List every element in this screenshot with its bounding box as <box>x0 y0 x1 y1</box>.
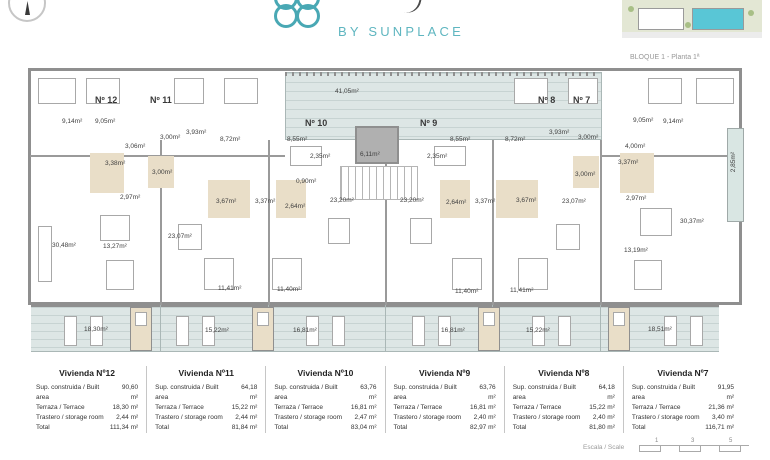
row-value: 63,76 m² <box>360 384 377 401</box>
furniture-bed <box>106 260 134 290</box>
unit-table-title: Vivienda Nº8 <box>538 368 590 378</box>
area-label: 4,00m² <box>625 143 646 150</box>
area-label: 2,35m² <box>427 153 448 160</box>
row-value: 91,95 m² <box>717 384 735 401</box>
row-value: 2,40 m² <box>592 414 615 421</box>
area-label: 8,72m² <box>220 136 241 143</box>
area-label: 2,35m² <box>310 153 331 160</box>
row-label: Total <box>155 424 169 431</box>
area-label: 3,37m² <box>618 159 639 166</box>
wall <box>492 140 494 305</box>
scale-tick: 1 <box>655 438 659 444</box>
furniture-sofa <box>38 226 52 282</box>
siteplan-road <box>622 32 762 38</box>
area-label: 8,55m² <box>287 136 308 143</box>
area-label: 3,00m² <box>152 169 173 176</box>
row-label: Trastero / storage room <box>155 414 223 421</box>
furniture-bed <box>648 78 682 104</box>
row-label: Sup. construida / Built area <box>393 384 457 401</box>
unit-number-label: Nº 12 <box>95 95 118 105</box>
area-label: 3,00m² <box>578 134 599 141</box>
row-label: Terraza / Terrace <box>393 404 443 411</box>
area-label: 3,37m² <box>475 198 496 205</box>
wall <box>600 140 602 305</box>
unit-number-label: Nº 8 <box>538 95 556 105</box>
row-label: Total <box>631 424 646 431</box>
area-label: 23,07m² <box>562 198 586 205</box>
area-label: 9,05m² <box>95 118 116 125</box>
row-value: 116,71 m² <box>705 424 735 431</box>
area-label: 16,81m² <box>441 327 465 334</box>
row-label: Trastero / storage room <box>36 414 104 421</box>
storage-room <box>478 307 500 351</box>
row-label: Terraza / Terrace <box>274 404 323 411</box>
area-label: 6,11m² <box>360 151 380 158</box>
block-caption: BLOQUE 1 - Planta 1ª <box>630 54 700 61</box>
area-label: 8,72m² <box>505 136 526 143</box>
unit-table-title: Vivienda Nº12 <box>59 368 116 378</box>
unit-table-7 <box>623 366 742 433</box>
row-value: 16,81 m² <box>470 404 496 411</box>
row-label: Trastero / storage room <box>393 414 462 421</box>
siteplan-thumbnail <box>622 0 762 38</box>
row-label: Trastero / storage room <box>512 414 581 421</box>
unit-summary-tables <box>28 366 742 433</box>
area-label: 9,14m² <box>62 118 83 125</box>
row-label: Total <box>512 424 527 431</box>
row-value: 2,44 m² <box>235 414 258 421</box>
terrace-divider <box>160 305 161 352</box>
dimension-teeth <box>285 72 600 76</box>
unit-table-title: Vivienda Nº9 <box>419 368 471 378</box>
scale-bar <box>639 438 749 452</box>
area-label: 3,93m² <box>549 129 570 136</box>
furniture-lounger <box>64 316 77 346</box>
row-value: 83,04 m² <box>350 424 377 431</box>
row-value: 18,30 m² <box>112 404 139 411</box>
area-label: 3,00m² <box>575 171 596 178</box>
area-label: 30,37m² <box>680 218 704 225</box>
furniture-table <box>100 215 130 241</box>
row-label: Terraza / Terrace <box>155 404 204 411</box>
area-label: 15,22m² <box>526 327 550 334</box>
area-label: 15,22m² <box>205 327 229 334</box>
north-compass-icon <box>8 0 46 22</box>
scale-indicator <box>583 437 749 453</box>
unit-number-label: Nº 11 <box>150 95 172 105</box>
row-label: Trastero / storage room <box>274 414 343 421</box>
area-label: 11,40m² <box>277 286 301 293</box>
furniture-lounger <box>412 316 425 346</box>
area-label: 2,97m² <box>626 195 647 202</box>
row-value: 81,80 m² <box>589 424 615 431</box>
area-label: 3,38m² <box>105 160 126 167</box>
storage-room <box>608 307 630 351</box>
row-label: Terraza / Terrace <box>36 404 85 411</box>
area-label: 2,64m² <box>446 199 467 206</box>
area-label: 11,41m² <box>218 285 242 292</box>
area-label: 18,30m² <box>84 326 108 333</box>
furniture-bed <box>38 78 76 104</box>
furniture-lounger <box>558 316 571 346</box>
area-label: 2,64m² <box>285 203 306 210</box>
area-label: 3,67m² <box>216 198 237 205</box>
floor-plan <box>28 68 742 362</box>
brand-knot-icon <box>272 0 320 26</box>
area-label: 23,20m² <box>330 197 354 204</box>
row-value: 81,84 m² <box>231 424 258 431</box>
row-value: 111,34 m² <box>109 424 139 431</box>
area-label: 3,00m² <box>160 134 181 141</box>
row-label: Trastero / storage room <box>631 414 700 421</box>
row-value: 63,76 m² <box>479 384 496 401</box>
furniture-lounger <box>176 316 189 346</box>
area-label: 41,05m² <box>335 88 359 95</box>
furniture-bed <box>452 258 482 290</box>
furniture-lounger <box>332 316 345 346</box>
unit-table-10 <box>265 366 384 433</box>
row-value: 2,40 m² <box>473 414 496 421</box>
unit-number-label: Nº 10 <box>305 118 328 128</box>
area-label: 18,51m² <box>648 326 672 333</box>
furniture-bed <box>518 258 548 290</box>
scale-tick: 3 <box>691 438 695 444</box>
row-label: Sup. construida / Built area <box>36 384 100 401</box>
unit-table-11 <box>146 366 265 433</box>
row-value: 16,81 m² <box>350 404 377 411</box>
unit-table-12 <box>28 366 146 433</box>
scale-tick: 5 <box>729 438 733 444</box>
row-label: Sup. construida / Built area <box>512 384 576 401</box>
furniture-bed <box>634 260 662 290</box>
row-label: Terraza / Terrace <box>631 404 681 411</box>
furniture-table <box>328 218 350 244</box>
row-value: 90,60 m² <box>121 384 139 401</box>
unit-table-title: Vivienda Nº11 <box>178 368 234 378</box>
siteplan-block1-highlight <box>692 8 744 30</box>
scale-label: Escala / Scale <box>583 444 625 451</box>
row-value: 82,97 m² <box>470 424 496 431</box>
wall <box>268 140 270 305</box>
brand-script-remnant <box>402 0 422 16</box>
furniture-bed <box>696 78 734 104</box>
row-value: 21,36 m² <box>708 404 735 411</box>
row-label: Total <box>36 424 50 431</box>
area-label: 2,85m² <box>730 152 737 173</box>
area-label: 3,06m² <box>125 143 146 150</box>
area-label: 16,81m² <box>293 327 317 334</box>
row-value: 2,47 m² <box>354 414 377 421</box>
furniture-table <box>556 224 580 250</box>
unit-number-label: Nº 9 <box>420 118 438 128</box>
furniture-table <box>640 208 672 236</box>
brand-tagline: BY SUNPLACE <box>338 24 464 39</box>
area-label: 8,55m² <box>450 136 471 143</box>
area-label: 0,90m² <box>296 178 317 185</box>
area-label: 13,27m² <box>103 243 127 250</box>
row-label: Terraza / Terrace <box>512 404 562 411</box>
area-label: 9,14m² <box>663 118 684 125</box>
unit-table-9 <box>385 366 504 433</box>
row-label: Total <box>274 424 289 431</box>
unit-table-8 <box>504 366 623 433</box>
side-balcony <box>727 128 744 222</box>
row-label: Sup. construida / Built area <box>631 384 696 401</box>
area-label: 11,40m² <box>455 288 479 295</box>
row-value: 15,22 m² <box>589 404 615 411</box>
area-label: 23,07m² <box>168 233 192 240</box>
area-label: 3,67m² <box>516 197 537 204</box>
bathroom <box>276 180 306 218</box>
unit-table-title: Vivienda Nº10 <box>297 368 354 378</box>
row-value: 64,18 m² <box>598 384 615 401</box>
bathroom <box>90 153 124 193</box>
furniture-bed <box>174 78 204 104</box>
furniture-bed <box>224 78 258 104</box>
staircase <box>340 166 418 200</box>
area-label: 11,41m² <box>510 287 534 294</box>
compass-needle-icon <box>25 1 30 15</box>
area-label: 9,05m² <box>633 117 654 124</box>
row-value: 3,40 m² <box>711 414 735 421</box>
terrace-divider <box>600 305 601 352</box>
row-label: Total <box>393 424 408 431</box>
area-label: 30,48m² <box>52 242 76 249</box>
storage-room <box>252 307 274 351</box>
area-label: 2,97m² <box>120 194 141 201</box>
row-label: Sup. construida / Built area <box>274 384 338 401</box>
furniture-table <box>410 218 432 244</box>
furniture-lounger <box>690 316 703 346</box>
unit-number-label: Nº 7 <box>573 95 591 105</box>
area-label: 13,19m² <box>624 247 648 254</box>
siteplan-block2-outline <box>638 8 684 30</box>
terrace-divider <box>385 305 386 352</box>
row-value: 64,18 m² <box>241 384 258 401</box>
storage-room <box>130 307 152 351</box>
area-label: 23,20m² <box>400 197 424 204</box>
row-label: Sup. construida / Built area <box>155 384 219 401</box>
area-label: 3,93m² <box>186 129 207 136</box>
unit-table-title: Vivienda Nº7 <box>657 368 709 378</box>
elevator <box>355 126 399 164</box>
row-value: 15,22 m² <box>231 404 258 411</box>
area-label: 3,37m² <box>255 198 276 205</box>
row-value: 2,44 m² <box>116 414 139 421</box>
